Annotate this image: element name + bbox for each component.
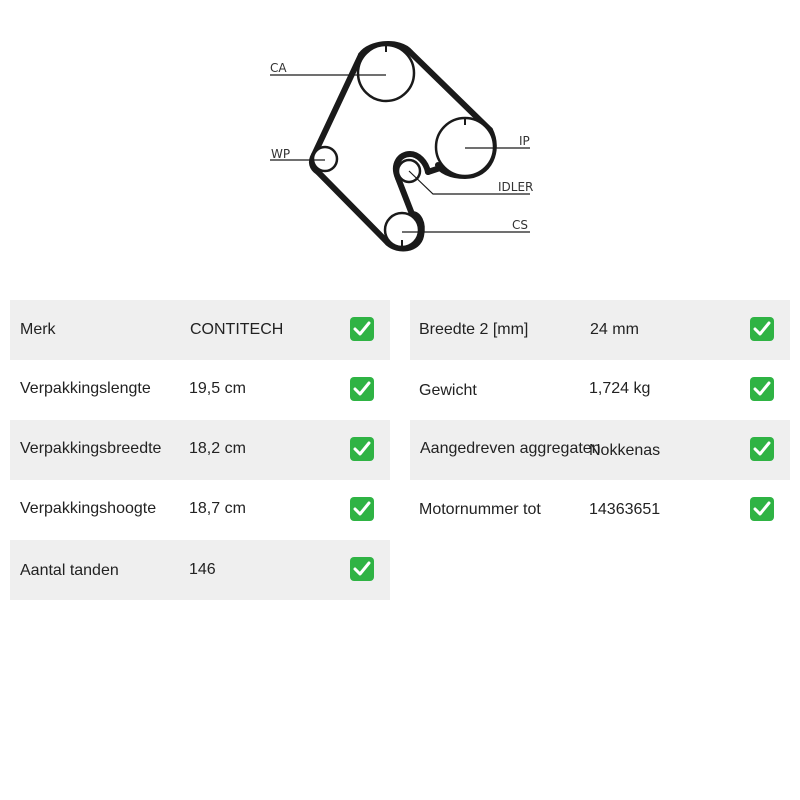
check-mark-icon [750,377,774,401]
ip-label: IP [519,134,530,148]
spec-label: Gewicht [419,382,477,399]
spec-row-gewicht [410,360,790,420]
check-mark-icon [350,377,374,401]
spec-label: Aangedreven aggregaten [420,440,601,457]
spec-value: 14363651 [589,501,661,518]
spec-label: Breedte 2 [mm] [419,321,529,338]
specs-table-right [410,300,790,540]
spec-value: CONTITECH [190,321,284,338]
belt-inner-left [314,55,361,155]
cs-label: CS [512,218,528,232]
belt-lower-left [318,172,388,243]
spec-row-verpakkingsbreedte [10,420,390,480]
spec-label: Verpakkingsbreedte [20,440,162,457]
spec-value: 24 mm [590,321,639,338]
wp-pulley [313,147,337,171]
spec-row-aangedreven-aggregaten [410,420,790,480]
spec-value: Nokkenas [589,442,661,459]
ca-pulley [358,45,414,101]
specs-table-left [10,300,390,600]
check-mark-icon [350,557,374,581]
ip-pulley [436,118,494,176]
spec-row-motornummer-tot [410,480,790,540]
belt-routing-svg [0,0,800,280]
wp-label: WP [271,147,291,161]
spec-value: 19,5 cm [189,380,246,397]
spec-value: 1,724 kg [589,380,651,397]
spec-label: Verpakkingshoogte [20,500,157,517]
spec-label: Aantal tanden [20,562,119,579]
spec-value: 18,7 cm [189,500,246,517]
check-mark-icon [350,317,374,341]
check-mark-icon [750,437,774,461]
spec-value: 18,2 cm [189,440,246,457]
spec-row-aantal-tanden [10,540,390,600]
check-mark-icon [750,317,774,341]
spec-row-breedte [410,300,790,360]
belt-cs-idler [398,178,412,214]
spec-value: 146 [189,561,216,578]
spec-label: Merk [20,321,56,338]
timing-belt-diagram [0,0,800,280]
check-mark-icon [350,437,374,461]
idler-label: IDLER [498,180,534,194]
check-mark-icon [350,497,374,521]
spec-label: Motornummer tot [419,501,541,518]
spec-row-verpakkingslengte [10,360,390,420]
spec-row-merk [10,300,390,360]
spec-label: Verpakkingslengte [20,380,151,397]
check-mark-icon [750,497,774,521]
belt-top-right [410,52,490,130]
ca-label: CA [270,61,287,75]
spec-row-verpakkingshoogte [10,480,390,540]
belt-idler-ip [428,168,440,172]
